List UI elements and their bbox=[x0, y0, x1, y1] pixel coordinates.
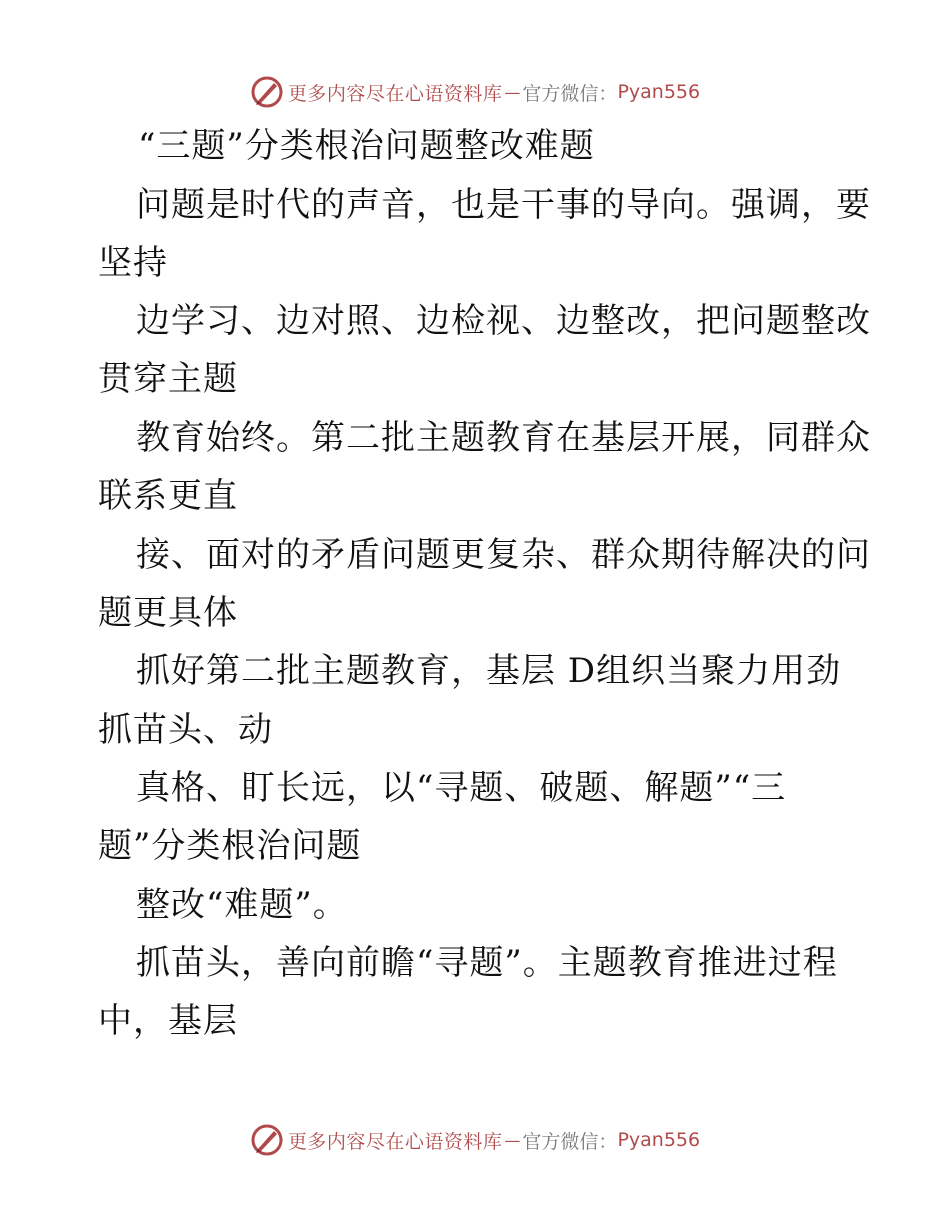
text-line: 抓好第二批主题教育，基层 D组织当聚力用劲 bbox=[136, 651, 842, 691]
text-line: 教育始终。第二批主题教育在基层开展，同群众 bbox=[136, 418, 871, 458]
text-line: 抓苗头，善向前瞻“寻题”。主题教育推进过程 bbox=[136, 943, 838, 983]
watermark-label: 官方微信： bbox=[522, 82, 618, 105]
text-line: 题”分类根治问题 bbox=[98, 826, 362, 866]
text-line: 坚持 bbox=[98, 243, 168, 283]
text-line: 边学习、边对照、边检视、边整改，把问题整改 bbox=[136, 301, 871, 341]
header-watermark bbox=[0, 72, 950, 112]
text-line: 整改“难题”。 bbox=[136, 885, 348, 925]
watermark-site-text: 更多内容尽在心语资料库 bbox=[287, 82, 503, 105]
watermark-site-text: 更多内容尽在心语资料库 bbox=[287, 1130, 503, 1153]
text-line: 接、面对的矛盾问题更复杂、群众期待解决的问 bbox=[136, 535, 871, 575]
document-title: “三题”分类根治问题整改难题 bbox=[138, 126, 595, 166]
pen-logo-icon bbox=[250, 1123, 284, 1157]
pen-logo-icon bbox=[250, 75, 284, 109]
watermark-separator: — bbox=[504, 82, 521, 102]
watermark-separator: — bbox=[504, 1130, 521, 1150]
text-line: 问题是时代的声音，也是干事的导向。强调，要 bbox=[136, 185, 871, 225]
text-line: 联系更直 bbox=[98, 476, 238, 516]
footer-watermark bbox=[0, 1120, 950, 1160]
text-line: 题更具体 bbox=[98, 593, 238, 633]
watermark-wechat-id: Pyan556 bbox=[617, 1129, 701, 1151]
text-line: 真格、盯长远，以“寻题、破题、解题”“三 bbox=[136, 768, 787, 808]
text-line: 中，基层 bbox=[98, 1001, 238, 1041]
watermark-wechat-id: Pyan556 bbox=[617, 81, 701, 103]
text-line: 贯穿主题 bbox=[98, 359, 238, 399]
text-line: 抓苗头、动 bbox=[98, 710, 273, 750]
watermark-label: 官方微信： bbox=[522, 1130, 618, 1153]
